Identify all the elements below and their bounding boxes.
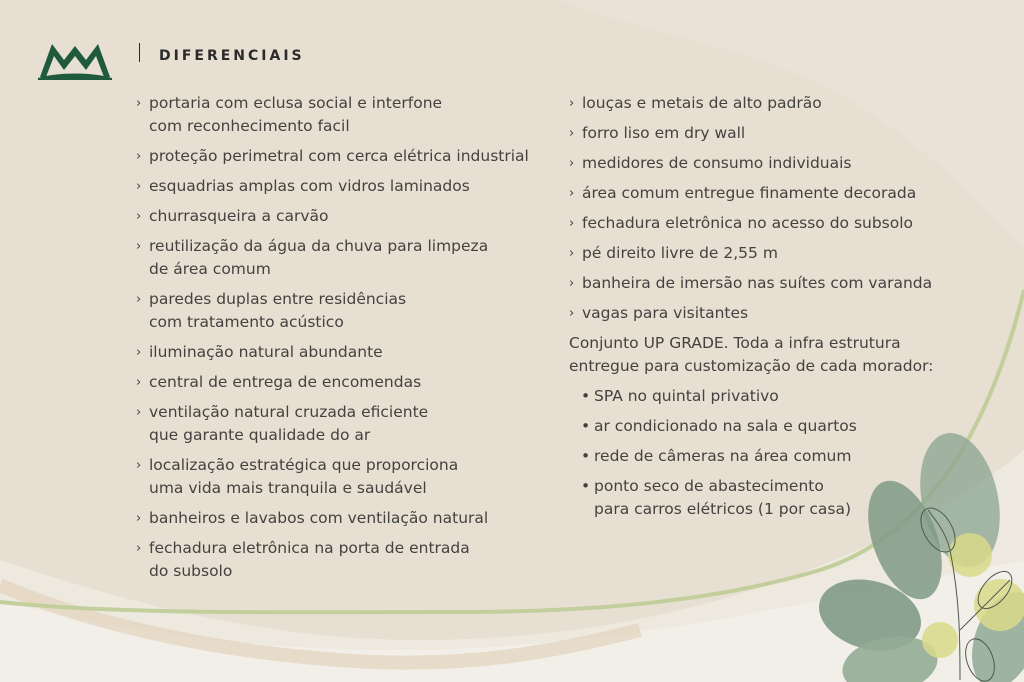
feature-item xyxy=(136,537,556,583)
chevron-right-icon: › xyxy=(136,541,142,556)
bullet-icon: • xyxy=(581,387,591,405)
feature-text: vagas para visitantes xyxy=(582,304,749,322)
feature-item xyxy=(569,182,989,205)
upgrade-intro-text: Conjunto UP GRADE. Toda a infra estrutura xyxy=(569,334,901,352)
feature-text: proteção perimetral com cerca elétrica industrial xyxy=(149,147,529,165)
eucalyptus-leaves-illustration xyxy=(810,430,1024,682)
feature-text: fechadura eletrônica na porta de entrada xyxy=(149,539,470,557)
feature-text: forro liso em dry wall xyxy=(582,124,746,142)
upgrade-text: para carros elétricos (1 por casa) xyxy=(594,500,852,518)
chevron-right-icon: › xyxy=(136,511,142,526)
feature-item xyxy=(136,341,556,364)
chevron-right-icon: › xyxy=(136,405,142,420)
feature-text: área comum entregue finamente decorada xyxy=(582,184,917,202)
feature-text: esquadrias amplas com vidros laminados xyxy=(149,177,470,195)
feature-item xyxy=(136,288,556,334)
left-features-list xyxy=(136,92,556,590)
chevron-right-icon: › xyxy=(569,156,575,171)
chevron-right-icon: › xyxy=(569,276,575,291)
feature-item xyxy=(569,122,989,145)
feature-text: paredes duplas entre residências xyxy=(149,290,407,308)
feature-text: pé direito livre de 2,55 m xyxy=(582,244,778,262)
feature-text: uma vida mais tranquila e saudável xyxy=(149,479,427,497)
feature-text: que garante qualidade do ar xyxy=(149,426,371,444)
feature-item xyxy=(136,371,556,394)
feature-text: churrasqueira a carvão xyxy=(149,207,329,225)
upgrade-text: ar condicionado na sala e quartos xyxy=(594,417,857,435)
feature-item xyxy=(136,92,556,138)
feature-item xyxy=(136,205,556,228)
chevron-right-icon: › xyxy=(136,179,142,194)
section-title: DIFERENCIAIS xyxy=(159,48,305,64)
chevron-right-icon: › xyxy=(569,216,575,231)
feature-item xyxy=(569,272,989,295)
bullet-icon: • xyxy=(581,417,591,435)
feature-text: do subsolo xyxy=(149,562,233,580)
header-divider xyxy=(139,43,140,62)
chevron-right-icon: › xyxy=(136,345,142,360)
feature-item xyxy=(569,302,989,325)
feature-text: medidores de consumo individuais xyxy=(582,154,852,172)
feature-text: banheira de imersão nas suítes com varanda xyxy=(582,274,933,292)
feature-item xyxy=(136,235,556,281)
upgrade-intro xyxy=(569,332,989,378)
feature-item xyxy=(136,145,556,168)
upgrade-text: ponto seco de abastecimento xyxy=(594,477,824,495)
feature-text: de área comum xyxy=(149,260,271,278)
chevron-right-icon: › xyxy=(569,126,575,141)
chevron-right-icon: › xyxy=(136,239,142,254)
feature-text: banheiros e lavabos com ventilação natural xyxy=(149,509,489,527)
chevron-right-icon: › xyxy=(136,292,142,307)
feature-text: ventilação natural cruzada eficiente xyxy=(149,403,429,421)
feature-text: iluminação natural abundante xyxy=(149,343,383,361)
feature-item xyxy=(136,175,556,198)
bullet-icon: • xyxy=(581,477,591,495)
feature-item xyxy=(136,507,556,530)
chevron-right-icon: › xyxy=(569,306,575,321)
upgrade-item xyxy=(581,385,989,408)
feature-item xyxy=(569,242,989,265)
logo-icon xyxy=(38,40,112,80)
feature-item xyxy=(569,212,989,235)
chevron-right-icon: › xyxy=(136,209,142,224)
chevron-right-icon: › xyxy=(569,96,575,111)
feature-text: localização estratégica que proporciona xyxy=(149,456,459,474)
feature-text: com reconhecimento facil xyxy=(149,117,350,135)
feature-text: fechadura eletrônica no acesso do subsolo xyxy=(582,214,914,232)
feature-text: com tratamento acústico xyxy=(149,313,344,331)
yellow-leaf xyxy=(922,622,958,658)
upgrade-text: SPA no quintal privativo xyxy=(594,387,779,405)
chevron-right-icon: › xyxy=(569,186,575,201)
feature-text: louças e metais de alto padrão xyxy=(582,94,822,112)
bullet-icon: • xyxy=(581,447,591,465)
feature-text: central de entrega de encomendas xyxy=(149,373,422,391)
feature-text: reutilização da água da chuva para limpeza xyxy=(149,237,489,255)
upgrade-text: rede de câmeras na área comum xyxy=(594,447,852,465)
feature-item xyxy=(136,454,556,500)
chevron-right-icon: › xyxy=(136,96,142,111)
chevron-right-icon: › xyxy=(136,149,142,164)
chevron-right-icon: › xyxy=(136,458,142,473)
chevron-right-icon: › xyxy=(569,246,575,261)
feature-text: portaria com eclusa social e interfone xyxy=(149,94,443,112)
yellow-leaf xyxy=(974,579,1024,631)
feature-item xyxy=(569,152,989,175)
upgrade-intro-text: entregue para customização de cada morador: xyxy=(569,357,934,375)
feature-item xyxy=(569,92,989,115)
chevron-right-icon: › xyxy=(136,375,142,390)
feature-item xyxy=(136,401,556,447)
